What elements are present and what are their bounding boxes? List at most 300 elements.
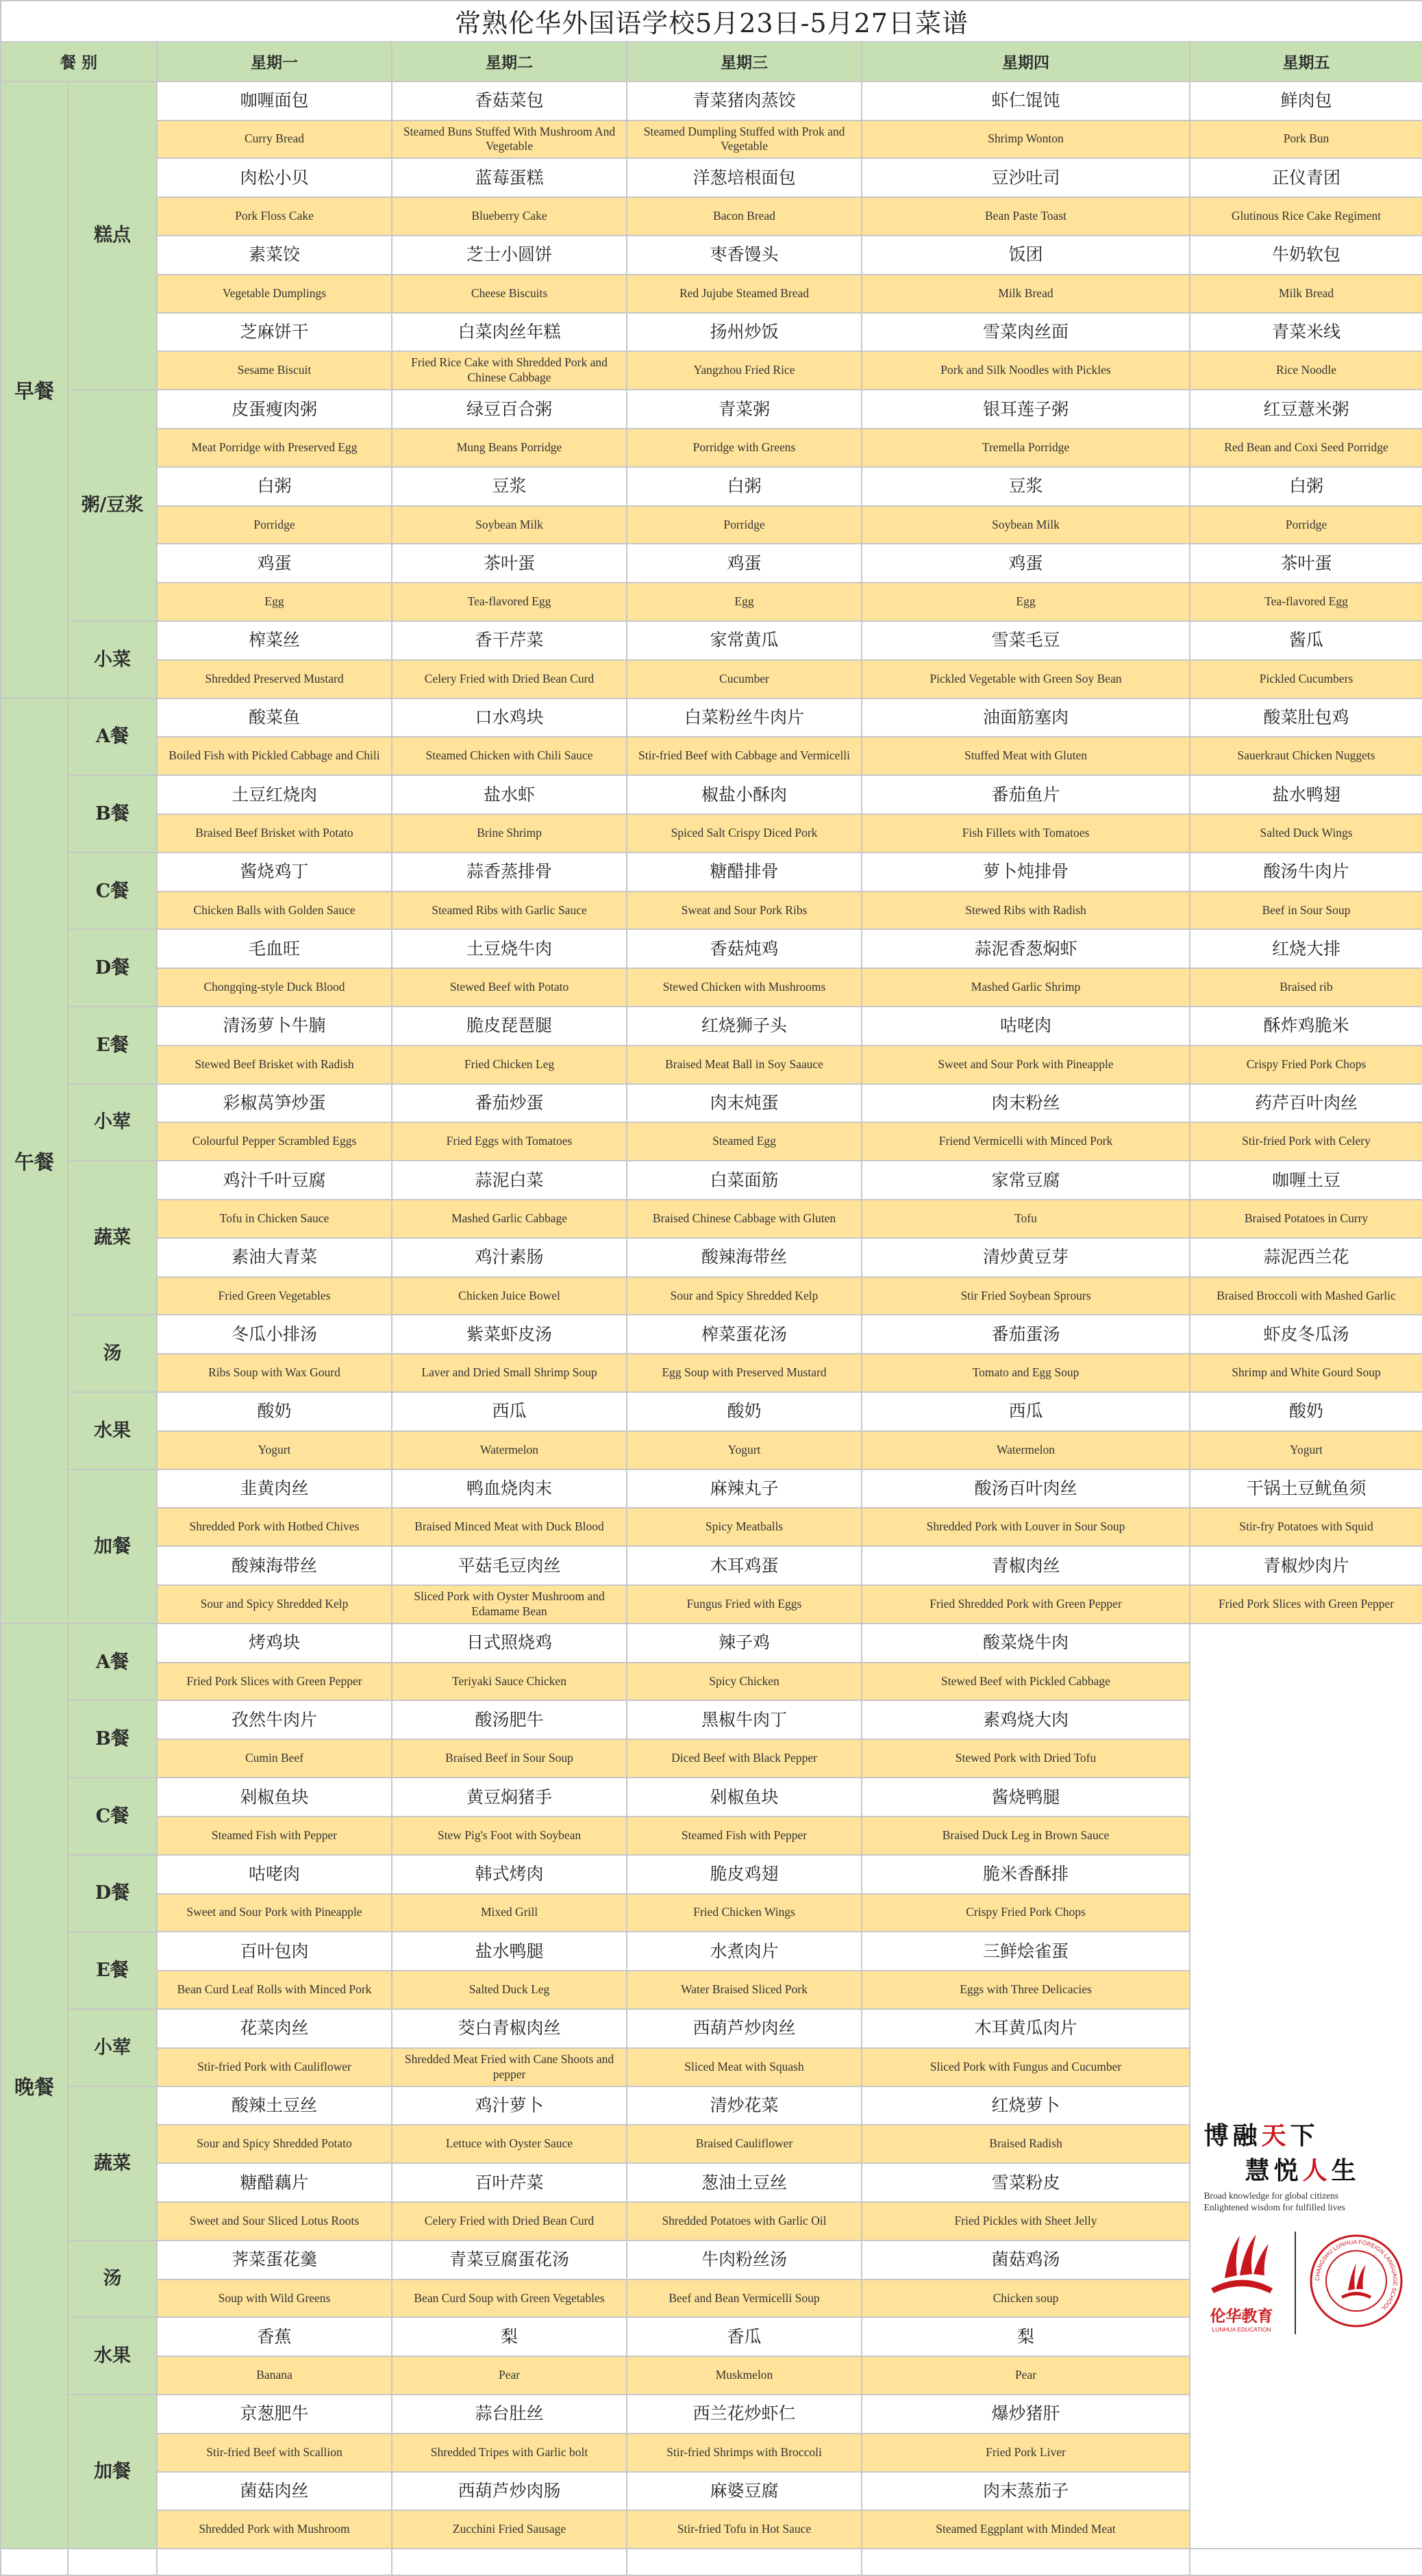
- dish-name-en: Shredded Meat Fried with Cane Shoots and pepper: [392, 2048, 627, 2086]
- category-label: 汤: [68, 1315, 157, 1392]
- category-label: 加餐: [68, 1469, 157, 1624]
- dish-name-zh: 蒜泥白菜: [392, 1161, 627, 1200]
- dish-name-en: Braised rib: [1190, 968, 1422, 1007]
- menu-row-zh: [1, 467, 1422, 506]
- dish-name-en: Braised Chinese Cabbage with Gluten: [627, 1200, 862, 1238]
- dish-name-zh: 素油大青菜: [157, 1238, 392, 1277]
- dish-name-en: Yogurt: [157, 1431, 392, 1469]
- dish-name-zh: 酸菜肚包鸡: [1190, 698, 1422, 737]
- day-header-tue: 星期二: [392, 42, 627, 81]
- dish-name-en: Egg: [157, 583, 392, 621]
- dish-name-zh: 酸汤牛肉片: [1190, 853, 1422, 892]
- menu-row-en: [1, 660, 1422, 698]
- dish-name-zh: 白菜粉丝牛肉片: [627, 698, 862, 737]
- dish-name-zh: 盐水虾: [392, 775, 627, 814]
- dish-name-en: Tofu in Chicken Sauce: [157, 1200, 392, 1238]
- dish-name-zh: 白粥: [627, 467, 862, 506]
- menu-row-en: [1, 429, 1422, 467]
- dish-name-zh: 糖醋藕片: [157, 2163, 392, 2202]
- dish-name-en: Tomato and Egg Soup: [862, 1354, 1190, 1392]
- dish-name-zh: 鸡蛋: [627, 544, 862, 583]
- logo-cell: [1190, 1624, 1422, 2549]
- dish-name-zh: 黑椒牛肉丁: [627, 1700, 862, 1739]
- dish-name-zh: 银耳莲子粥: [862, 390, 1190, 429]
- dish-name-zh: 青菜粥: [627, 390, 862, 429]
- dish-name-zh: 剁椒鱼块: [627, 1778, 862, 1817]
- dish-name-zh: 红豆薏米粥: [1190, 390, 1422, 429]
- dish-name-en: Braised Beef Brisket with Potato: [157, 814, 392, 853]
- school-seal-icon: [1308, 2233, 1404, 2329]
- dish-name-zh: 清汤萝卜牛腩: [157, 1007, 392, 1046]
- dish-name-zh: 水煮肉片: [627, 1932, 862, 1971]
- dish-name-zh: 紫菜虾皮汤: [392, 1315, 627, 1354]
- dish-name-zh: 香蕉: [157, 2317, 392, 2356]
- dish-name-zh: 青椒肉丝: [862, 1546, 1190, 1585]
- menu-row-zh: [1, 621, 1422, 660]
- dish-name-en: Chongqing-style Duck Blood: [157, 968, 392, 1007]
- dish-name-zh: 豆浆: [862, 467, 1190, 506]
- dish-name-zh: 酸奶: [627, 1392, 862, 1431]
- dish-name-en: Stewed Beef with Pickled Cabbage: [862, 1663, 1190, 1701]
- dish-name-en: Chicken Balls with Golden Sauce: [157, 892, 392, 930]
- dish-name-en: Yogurt: [1190, 1431, 1422, 1469]
- dish-name-zh: 日式照烧鸡: [392, 1624, 627, 1663]
- dish-name-en: Spiced Salt Crispy Diced Pork: [627, 814, 862, 853]
- dish-name-zh: 鸡蛋: [862, 544, 1190, 583]
- dish-name-zh: 雪菜粉皮: [862, 2163, 1190, 2202]
- dish-name-en: Porridge: [1190, 506, 1422, 544]
- dish-name-en: Porridge: [627, 506, 862, 544]
- menu-row-zh: [1, 853, 1422, 892]
- menu-row-en: [1, 1046, 1422, 1084]
- dish-name-zh: 白粥: [1190, 467, 1422, 506]
- dish-name-en: Curry Bread: [157, 121, 392, 159]
- dish-name-en: Teriyaki Sauce Chicken: [392, 1663, 627, 1701]
- dish-name-zh: 酱烧鸭腿: [862, 1778, 1190, 1817]
- dish-name-zh: 韭黄肉丝: [157, 1469, 392, 1508]
- dish-name-zh: 绿豆百合粥: [392, 390, 627, 429]
- dish-name-zh: 虾仁馄饨: [862, 81, 1190, 121]
- menu-row-zh: [1, 929, 1422, 968]
- dish-name-en: Beef and Bean Vermicelli Soup: [627, 2280, 862, 2318]
- dish-name-en: Stir-fried Tofu in Hot Sauce: [627, 2510, 862, 2549]
- dish-name-zh: 酱瓜: [1190, 621, 1422, 660]
- dish-name-en: Celery Fried with Dried Bean Curd: [392, 660, 627, 698]
- dish-name-en: Milk Bread: [862, 275, 1190, 313]
- menu-row-en: [1, 121, 1422, 159]
- blank-bottom-row: [1, 2549, 1422, 2575]
- dish-name-en: Chicken soup: [862, 2280, 1190, 2318]
- dish-name-en: Colourful Pepper Scrambled Eggs: [157, 1122, 392, 1161]
- dish-name-en: Stewed Chicken with Mushrooms: [627, 968, 862, 1007]
- dish-name-en: Pork Floss Cake: [157, 197, 392, 236]
- dish-name-zh: 芝麻饼干: [157, 313, 392, 352]
- dish-name-zh: 椒盐小酥肉: [627, 775, 862, 814]
- dish-name-zh: 西瓜: [862, 1392, 1190, 1431]
- menu-row-zh: [1, 390, 1422, 429]
- category-label: 糕点: [68, 81, 157, 390]
- dish-name-zh: 荠菜蛋花羹: [157, 2240, 392, 2280]
- dish-name-en: Braised Broccoli with Mashed Garlic: [1190, 1277, 1422, 1315]
- category-label: E餐: [68, 1932, 157, 2009]
- lunch-meal-label: 午餐: [1, 698, 68, 1624]
- dish-name-zh: 茭白青椒肉丝: [392, 2009, 627, 2048]
- dish-name-zh: 豆浆: [392, 467, 627, 506]
- category-label: 小菜: [68, 621, 157, 698]
- category-label: 加餐: [68, 2395, 157, 2549]
- dish-name-en: Boiled Fish with Pickled Cabbage and Chili: [157, 737, 392, 775]
- dish-name-en: Tea-flavored Egg: [392, 583, 627, 621]
- dish-name-en: Sweet and Sour Sliced Lotus Roots: [157, 2202, 392, 2240]
- dish-name-zh: 盐水鸭翅: [1190, 775, 1422, 814]
- dish-name-zh: 土豆红烧肉: [157, 775, 392, 814]
- dish-name-zh: 豆沙吐司: [862, 158, 1190, 197]
- dish-name-zh: 酸菜鱼: [157, 698, 392, 737]
- dish-name-en: Fried Rice Cake with Shredded Pork and Chinese Cabbage: [392, 351, 627, 390]
- dish-name-en: Stir-fry Potatoes with Squid: [1190, 1508, 1422, 1546]
- dish-name-en: Tremella Porridge: [862, 429, 1190, 467]
- dish-name-zh: 鲜肉包: [1190, 81, 1422, 121]
- menu-row-en: [1, 197, 1422, 236]
- dish-name-en: Cumin Beef: [157, 1739, 392, 1778]
- dish-name-en: Sour and Spicy Shredded Potato: [157, 2125, 392, 2163]
- menu-row-zh: [1, 313, 1422, 352]
- category-label: A餐: [68, 1624, 157, 1701]
- menu-row-en: [1, 892, 1422, 930]
- menu-row-zh: [1, 1546, 1422, 1585]
- dish-name-zh: 毛血旺: [157, 929, 392, 968]
- header-row: [1, 42, 1422, 81]
- dish-name-en: Mashed Garlic Cabbage: [392, 1200, 627, 1238]
- dish-name-en: Fried Pork Liver: [862, 2434, 1190, 2472]
- svg-text:CHANGSHU LUNHUA FOREIGN LANGUA: CHANGSHU LUNHUA FOREIGN LANGUAGE SCHOOL: [1313, 2238, 1399, 2313]
- dish-name-en: Steamed Buns Stuffed With Mushroom And Vegetable: [392, 121, 627, 159]
- dish-name-en: Soybean Milk: [392, 506, 627, 544]
- dish-name-en: Vegetable Dumplings: [157, 275, 392, 313]
- dish-name-zh: 酱烧鸡丁: [157, 853, 392, 892]
- dish-name-en: Bean Paste Toast: [862, 197, 1190, 236]
- menu-row-en: [1, 583, 1422, 621]
- dish-name-en: Pickled Vegetable with Green Soy Bean: [862, 660, 1190, 698]
- dish-name-zh: 酸汤肥牛: [392, 1700, 627, 1739]
- dish-name-en: Spicy Chicken: [627, 1663, 862, 1701]
- dish-name-en: Porridge: [157, 506, 392, 544]
- dish-name-en: Steamed Fish with Pepper: [627, 1817, 862, 1855]
- dish-name-zh: 鸡汁千叶豆腐: [157, 1161, 392, 1200]
- dish-name-zh: 彩椒莴笋炒蛋: [157, 1084, 392, 1123]
- dish-name-en: Shredded Pork with Mushroom: [157, 2510, 392, 2549]
- dish-name-en: Braised Minced Meat with Duck Blood: [392, 1508, 627, 1546]
- dish-name-zh: 蒜台肚丝: [392, 2395, 627, 2434]
- dish-name-en: Beef in Sour Soup: [1190, 892, 1422, 930]
- dish-name-en: Pork and Silk Noodles with Pickles: [862, 351, 1190, 390]
- blank-cell: [1190, 2549, 1422, 2575]
- dish-name-en: Sour and Spicy Shredded Kelp: [157, 1585, 392, 1624]
- menu-row-en: [1, 737, 1422, 775]
- dish-name-zh: 清炒花菜: [627, 2086, 862, 2125]
- dish-name-en: Pear: [862, 2356, 1190, 2395]
- menu-row-en: [1, 1277, 1422, 1315]
- day-header-mon: 星期一: [157, 42, 392, 81]
- dish-name-en: Watermelon: [392, 1431, 627, 1469]
- dish-name-en: Stewed Ribs with Radish: [862, 892, 1190, 930]
- dish-name-zh: 雪菜肉丝面: [862, 313, 1190, 352]
- dish-name-zh: 榨菜蛋花汤: [627, 1315, 862, 1354]
- blank-cell: [1, 2549, 68, 2575]
- dish-name-zh: 脆皮鸡翅: [627, 1855, 862, 1894]
- category-label: C餐: [68, 853, 157, 930]
- dish-name-en: Shrimp Wonton: [862, 121, 1190, 159]
- menu-row-en: [1, 275, 1422, 313]
- dish-name-en: Fried Chicken Leg: [392, 1046, 627, 1084]
- dish-name-zh: 盐水鸭腿: [392, 1932, 627, 1971]
- dish-name-en: Celery Fried with Dried Bean Curd: [392, 2202, 627, 2240]
- blank-cell: [862, 2549, 1190, 2575]
- menu-row-zh: [1, 1624, 1422, 1663]
- dish-name-en: Sliced Pork with Fungus and Cucumber: [862, 2048, 1190, 2086]
- dish-name-en: Bean Curd Soup with Green Vegetables: [392, 2280, 627, 2318]
- dish-name-en: Yogurt: [627, 1431, 862, 1469]
- dish-name-en: Diced Beef with Black Pepper: [627, 1739, 862, 1778]
- dish-name-en: Red Bean and Coxi Seed Porridge: [1190, 429, 1422, 467]
- dish-name-en: Tofu: [862, 1200, 1190, 1238]
- dish-name-zh: 百叶芹菜: [392, 2163, 627, 2202]
- dish-name-en: Red Jujube Steamed Bread: [627, 275, 862, 313]
- dish-name-zh: 梨: [862, 2317, 1190, 2356]
- dish-name-en: Brine Shrimp: [392, 814, 627, 853]
- dish-name-en: Steamed Dumpling Stuffed with Prok and Vegetable: [627, 121, 862, 159]
- dish-name-zh: 正仪青团: [1190, 158, 1422, 197]
- dish-name-zh: 香干芹菜: [392, 621, 627, 660]
- dish-name-en: Bacon Bread: [627, 197, 862, 236]
- dish-name-en: Sweet and Sour Pork with Pineapple: [862, 1046, 1190, 1084]
- dish-name-en: Fried Pork Slices with Green Pepper: [1190, 1585, 1422, 1624]
- menu-row-en: [1, 1122, 1422, 1161]
- menu-row-en: [1, 1508, 1422, 1546]
- dish-name-en: Glutinous Rice Cake Regiment: [1190, 197, 1422, 236]
- dish-name-en: Muskmelon: [627, 2356, 862, 2395]
- menu-row-en: [1, 1354, 1422, 1392]
- category-label: 水果: [68, 2317, 157, 2395]
- dish-name-zh: 蓝莓蛋糕: [392, 158, 627, 197]
- menu-row-en: [1, 1431, 1422, 1469]
- dish-name-en: Banana: [157, 2356, 392, 2395]
- dish-name-zh: 白粥: [157, 467, 392, 506]
- dish-name-zh: 红烧大排: [1190, 929, 1422, 968]
- dish-name-zh: 肉末粉丝: [862, 1084, 1190, 1123]
- school-logo-block: [1192, 2110, 1421, 2548]
- dish-name-en: Braised Cauliflower: [627, 2125, 862, 2163]
- menu-row-zh: [1, 1315, 1422, 1354]
- dish-name-zh: 花菜肉丝: [157, 2009, 392, 2048]
- dish-name-en: Fungus Fried with Eggs: [627, 1585, 862, 1624]
- dish-name-zh: 家常黄瓜: [627, 621, 862, 660]
- dish-name-en: Shredded Tripes with Garlic bolt: [392, 2434, 627, 2472]
- dish-name-en: Cheese Biscuits: [392, 275, 627, 313]
- dish-name-zh: 咖喱土豆: [1190, 1161, 1422, 1200]
- menu-row-zh: [1, 1238, 1422, 1277]
- dish-name-zh: 红烧狮子头: [627, 1007, 862, 1046]
- dish-name-zh: 油面筋塞肉: [862, 698, 1190, 737]
- dish-name-zh: 酸奶: [1190, 1392, 1422, 1431]
- category-label: B餐: [68, 1700, 157, 1778]
- dish-name-zh: 鸭血烧肉末: [392, 1469, 627, 1508]
- dish-name-zh: 百叶包肉: [157, 1932, 392, 1971]
- blank-cell: [627, 2549, 862, 2575]
- dish-name-en: Lettuce with Oyster Sauce: [392, 2125, 627, 2163]
- dish-name-zh: 青菜米线: [1190, 313, 1422, 352]
- dish-name-zh: 枣香馒头: [627, 236, 862, 275]
- dish-name-en: Porridge with Greens: [627, 429, 862, 467]
- category-label: 蔬菜: [68, 1161, 157, 1315]
- menu-row-zh: [1, 1469, 1422, 1508]
- dish-name-en: Fried Pickles with Sheet Jelly: [862, 2202, 1190, 2240]
- dish-name-en: Shrimp and White Gourd Soup: [1190, 1354, 1422, 1392]
- dish-name-en: Stir-fried Pork with Cauliflower: [157, 2048, 392, 2086]
- dish-name-zh: 虾皮冬瓜汤: [1190, 1315, 1422, 1354]
- dish-name-zh: 三鲜烩雀蛋: [862, 1932, 1190, 1971]
- dish-name-zh: 鸡蛋: [157, 544, 392, 583]
- dish-name-zh: 番茄炒蛋: [392, 1084, 627, 1123]
- dish-name-en: Stewed Pork with Dried Tofu: [862, 1739, 1190, 1778]
- dish-name-en: Stir-fried Shrimps with Broccoli: [627, 2434, 862, 2472]
- dish-name-en: Ribs Soup with Wax Gourd: [157, 1354, 392, 1392]
- dish-name-zh: 青菜猪肉蒸饺: [627, 81, 862, 121]
- dish-name-en: Shredded Pork with Hotbed Chives: [157, 1508, 392, 1546]
- menu-row-zh: [1, 775, 1422, 814]
- dish-name-en: Egg Soup with Preserved Mustard: [627, 1354, 862, 1392]
- slogan-line-2: 慧悦人生: [1245, 2156, 1360, 2186]
- dish-name-zh: 麻辣丸子: [627, 1469, 862, 1508]
- dinner-meal-label: 晚餐: [1, 1624, 68, 2549]
- dish-name-zh: 土豆烧牛肉: [392, 929, 627, 968]
- dish-name-en: Fried Pork Slices with Green Pepper: [157, 1663, 392, 1701]
- dish-name-en: Shredded Pork with Louver in Sour Soup: [862, 1508, 1190, 1546]
- page-title: 常熟伦华外国语学校5月23日-5月27日菜谱: [1, 1, 1422, 42]
- dish-name-en: Stir-fried Pork with Celery: [1190, 1122, 1422, 1161]
- menu-row-en: [1, 351, 1422, 390]
- dish-name-en: Blueberry Cake: [392, 197, 627, 236]
- dish-name-en: Braised Potatoes in Curry: [1190, 1200, 1422, 1238]
- dish-name-en: Chicken Juice Bowel: [392, 1277, 627, 1315]
- dish-name-zh: 皮蛋瘦肉粥: [157, 390, 392, 429]
- dish-name-zh: 红烧萝卜: [862, 2086, 1190, 2125]
- logo-divider: [1295, 2232, 1296, 2334]
- dish-name-en: Stir-fried Beef with Scallion: [157, 2434, 392, 2472]
- dish-name-zh: 素鸡烧大肉: [862, 1700, 1190, 1739]
- dish-name-zh: 蒜泥西兰花: [1190, 1238, 1422, 1277]
- category-label: 蔬菜: [68, 2086, 157, 2240]
- dish-name-en: Mung Beans Porridge: [392, 429, 627, 467]
- dish-name-zh: 脆米香酥排: [862, 1855, 1190, 1894]
- dish-name-zh: 牛奶软包: [1190, 236, 1422, 275]
- dish-name-zh: 素菜饺: [157, 236, 392, 275]
- dish-name-en: Cucumber: [627, 660, 862, 698]
- dish-name-en: Fried Eggs with Tomatoes: [392, 1122, 627, 1161]
- dish-name-zh: 木耳黄瓜肉片: [862, 2009, 1190, 2048]
- dish-name-zh: 剁椒鱼块: [157, 1778, 392, 1817]
- dish-name-en: Salted Duck Wings: [1190, 814, 1422, 853]
- menu-row-zh: [1, 1392, 1422, 1431]
- dish-name-zh: 梨: [392, 2317, 627, 2356]
- dish-name-en: Steamed Fish with Pepper: [157, 1817, 392, 1855]
- dish-name-en: Braised Duck Leg in Brown Sauce: [862, 1817, 1190, 1855]
- dish-name-zh: 干锅土豆鱿鱼须: [1190, 1469, 1422, 1508]
- dish-name-en: Salted Duck Leg: [392, 1971, 627, 2009]
- dish-name-zh: 口水鸡块: [392, 698, 627, 737]
- dish-name-en: Tea-flavored Egg: [1190, 583, 1422, 621]
- dish-name-zh: 饭团: [862, 236, 1190, 275]
- meal-type-header: 餐 别: [1, 42, 157, 81]
- dish-name-zh: 青椒炒肉片: [1190, 1546, 1422, 1585]
- dish-name-en: Pickled Cucumbers: [1190, 660, 1422, 698]
- dish-name-zh: 木耳鸡蛋: [627, 1546, 862, 1585]
- dish-name-en: Fried Green Vegetables: [157, 1277, 392, 1315]
- dish-name-en: Egg: [862, 583, 1190, 621]
- dish-name-en: Meat Porridge with Preserved Egg: [157, 429, 392, 467]
- dish-name-en: Yangzhou Fried Rice: [627, 351, 862, 390]
- dish-name-en: Sweat and Sour Pork Ribs: [627, 892, 862, 930]
- dish-name-zh: 糖醋排骨: [627, 853, 862, 892]
- dish-name-zh: 茶叶蛋: [392, 544, 627, 583]
- dish-name-en: Steamed Eggplant with Minded Meat: [862, 2510, 1190, 2549]
- dish-name-en: Bean Curd Leaf Rolls with Minced Pork: [157, 1971, 392, 2009]
- dish-name-en: Eggs with Three Delicacies: [862, 1971, 1190, 2009]
- dish-name-zh: 咕咾肉: [157, 1855, 392, 1894]
- dish-name-en: Crispy Fried Pork Chops: [1190, 1046, 1422, 1084]
- dish-name-zh: 西瓜: [392, 1392, 627, 1431]
- dish-name-en: Sauerkraut Chicken Nuggets: [1190, 737, 1422, 775]
- dish-name-en: Shredded Potatoes with Garlic Oil: [627, 2202, 862, 2240]
- dish-name-en: Steamed Chicken with Chili Sauce: [392, 737, 627, 775]
- dish-name-en: Fried Chicken Wings: [627, 1894, 862, 1932]
- dish-name-en: Stuffed Meat with Gluten: [862, 737, 1190, 775]
- menu-row-zh: [1, 1007, 1422, 1046]
- dish-name-en: Zucchini Fried Sausage: [392, 2510, 627, 2549]
- menu-row-zh: [1, 544, 1422, 583]
- day-header-wed: 星期三: [627, 42, 862, 81]
- menu-row-en: [1, 506, 1422, 544]
- dish-name-en: Spicy Meatballs: [627, 1508, 862, 1546]
- dish-name-zh: 蒜泥香葱焖虾: [862, 929, 1190, 968]
- dish-name-zh: 韩式烤肉: [392, 1855, 627, 1894]
- dish-name-zh: 番茄蛋汤: [862, 1315, 1190, 1354]
- menu-row-zh: [1, 698, 1422, 737]
- dish-name-en: Fish Fillets with Tomatoes: [862, 814, 1190, 853]
- dish-name-en: Mashed Garlic Shrimp: [862, 968, 1190, 1007]
- dish-name-zh: 榨菜丝: [157, 621, 392, 660]
- dish-name-en: Rice Noodle: [1190, 351, 1422, 390]
- dish-name-zh: 芝士小圆饼: [392, 236, 627, 275]
- dish-name-en: Stewed Beef with Potato: [392, 968, 627, 1007]
- dish-name-en: Steamed Ribs with Garlic Sauce: [392, 892, 627, 930]
- dish-name-zh: 酸奶: [157, 1392, 392, 1431]
- dish-name-zh: 番茄鱼片: [862, 775, 1190, 814]
- dish-name-zh: 菌菇肉丝: [157, 2472, 392, 2511]
- dish-name-zh: 菌菇鸡汤: [862, 2240, 1190, 2280]
- dish-name-en: Stir-fried Beef with Cabbage and Vermicelli: [627, 737, 862, 775]
- dish-name-en: Steamed Egg: [627, 1122, 862, 1161]
- blank-cell: [68, 2549, 157, 2575]
- dish-name-zh: 平菇毛豆肉丝: [392, 1546, 627, 1585]
- dish-name-en: Stewed Beef Brisket with Radish: [157, 1046, 392, 1084]
- menu-row-zh: [1, 1084, 1422, 1123]
- dish-name-zh: 扬州炒饭: [627, 313, 862, 352]
- dish-name-zh: 香菇炖鸡: [627, 929, 862, 968]
- dish-name-zh: 脆皮琵琶腿: [392, 1007, 627, 1046]
- dish-name-zh: 咕咾肉: [862, 1007, 1190, 1046]
- dish-name-en: Fried Shredded Pork with Green Pepper: [862, 1585, 1190, 1624]
